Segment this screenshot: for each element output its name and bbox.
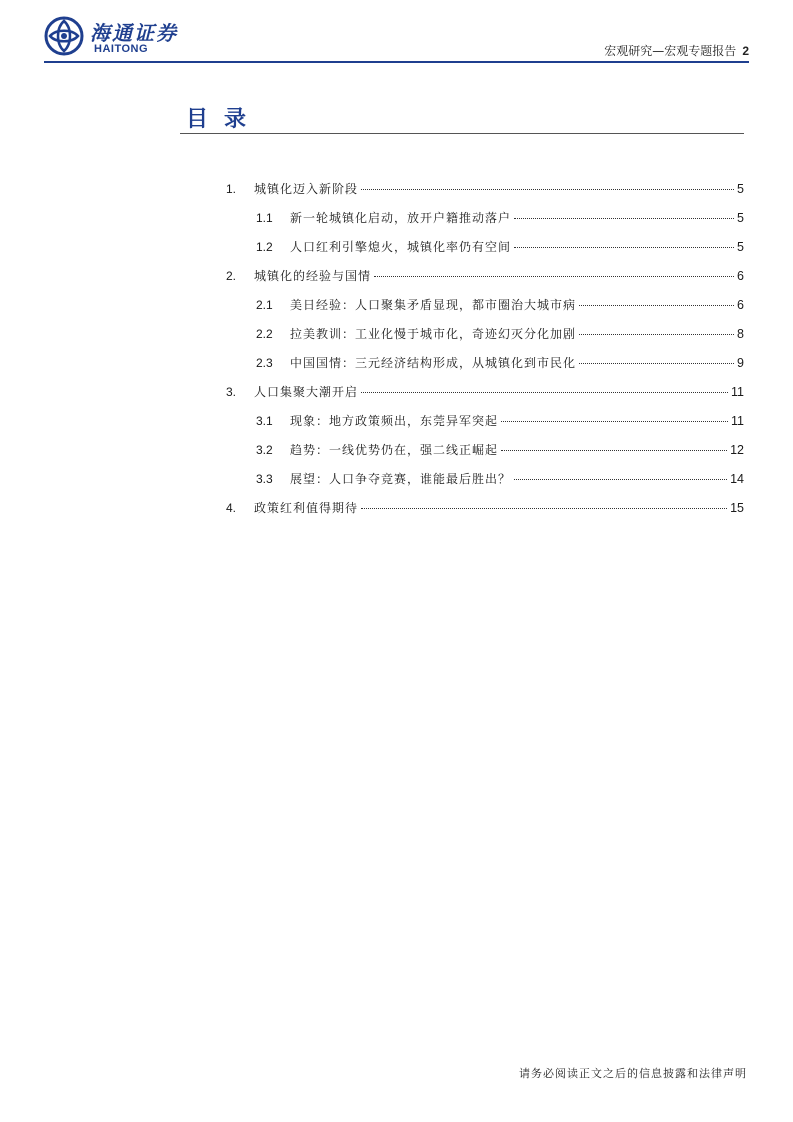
- toc-entry[interactable]: [256, 238, 744, 258]
- toc-leader-dots: [361, 392, 728, 393]
- toc-entry-page: 5: [737, 211, 744, 225]
- toc-entry-number: 2.: [226, 269, 237, 283]
- toc-entry[interactable]: [226, 499, 744, 519]
- toc-leader-dots: [361, 508, 727, 509]
- haitong-logo: [44, 14, 194, 60]
- toc-entry-title: 中国国情：三元经济结构形成，从城镇化到市民化: [290, 356, 577, 370]
- toc-entry[interactable]: [226, 267, 744, 287]
- header-divider: [44, 61, 749, 63]
- toc-leader-dots: [579, 363, 734, 364]
- toc-entry-page: 11: [731, 385, 744, 399]
- toc-title: 目录: [186, 107, 263, 132]
- toc-entry-number: 3.: [226, 385, 237, 399]
- toc-leader-dots: [514, 479, 727, 480]
- toc-title-rule: [180, 133, 744, 134]
- toc-entry-title: 城镇化的经验与国情: [254, 269, 372, 283]
- toc-entry-title: 展望：人口争夺竞赛，谁能最后胜出？: [290, 472, 512, 486]
- running-header: [604, 42, 749, 59]
- toc-entry[interactable]: [256, 412, 744, 432]
- toc-entry-page: 12: [730, 443, 744, 457]
- toc-entry-page: 15: [730, 501, 744, 515]
- toc-entry[interactable]: [256, 296, 744, 316]
- toc-entry-page: 14: [730, 472, 744, 486]
- toc-leader-dots: [361, 189, 734, 190]
- toc-entry-number: 3.2: [256, 443, 273, 457]
- toc-entry[interactable]: [256, 470, 744, 490]
- toc-entry-title: 拉美教训：工业化慢于城市化，奇迹幻灭分化加剧: [290, 327, 577, 341]
- toc-entry-page: 5: [737, 240, 744, 254]
- toc-entry[interactable]: [226, 383, 744, 403]
- toc-leader-dots: [579, 305, 734, 306]
- toc-entry-title: 人口红利引擎熄火，城镇化率仍有空间: [290, 240, 512, 254]
- toc-leader-dots: [501, 450, 727, 451]
- logo-chinese-name: 海通证券: [90, 21, 178, 45]
- toc-entry-title: 城镇化迈入新阶段: [254, 182, 359, 196]
- toc-leader-dots: [501, 421, 728, 422]
- toc-entry-number: 3.3: [256, 472, 273, 486]
- toc-entry-title: 现象：地方政策频出，东莞异军突起: [290, 414, 499, 428]
- toc-entry-number: 2.3: [256, 356, 273, 370]
- toc-entry-page: 5: [737, 182, 744, 196]
- toc-entry-number: 2.2: [256, 327, 273, 341]
- haitong-emblem-icon: [44, 16, 84, 56]
- toc-entry-page: 6: [737, 298, 744, 312]
- toc-entry-page: 8: [737, 327, 744, 341]
- legal-disclaimer: 请务必阅读正文之后的信息披露和法律声明: [519, 1067, 747, 1080]
- toc-entry-number: 1.1: [256, 211, 273, 225]
- toc-entry-page: 11: [731, 414, 744, 428]
- toc-entry-number: 1.2: [256, 240, 273, 254]
- toc-entry-number: 2.1: [256, 298, 273, 312]
- toc-leader-dots: [514, 247, 734, 248]
- toc-entry[interactable]: [256, 209, 744, 229]
- toc-entry-title: 趋势：一线优势仍在，强二线正崛起: [290, 443, 499, 457]
- report-section: 宏观研究—宏观专题报告: [604, 44, 737, 58]
- toc-entry-title: 美日经验：人口聚集矛盾显现，都市圈治大城市病: [290, 298, 577, 312]
- toc-entry-number: 3.1: [256, 414, 273, 428]
- toc-entry-page: 6: [737, 269, 744, 283]
- page-number: 2: [742, 44, 749, 58]
- toc-entry-title: 新一轮城镇化启动，放开户籍推动落户: [290, 211, 512, 225]
- toc-entry-title: 政策红利值得期待: [254, 501, 359, 515]
- toc-entry-number: 4.: [226, 501, 237, 515]
- toc-entry-number: 1.: [226, 182, 237, 196]
- toc-entry[interactable]: [256, 354, 744, 374]
- toc-entry[interactable]: [256, 325, 744, 345]
- toc-leader-dots: [514, 218, 734, 219]
- toc-leader-dots: [579, 334, 734, 335]
- logo-english-name: HAITONG: [94, 43, 149, 55]
- toc-leader-dots: [374, 276, 734, 277]
- toc-entry-title: 人口集聚大潮开启: [254, 385, 359, 399]
- toc-entry-page: 9: [737, 356, 744, 370]
- toc-entry[interactable]: [256, 441, 744, 461]
- toc-entry[interactable]: [226, 180, 744, 200]
